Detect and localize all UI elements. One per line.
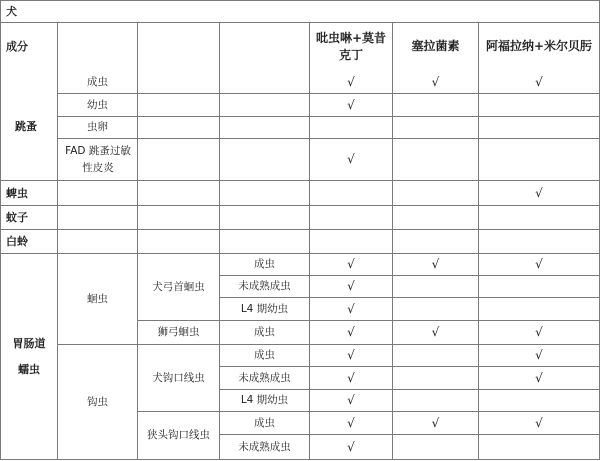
check-mark: √ — [535, 185, 543, 200]
check-mark: √ — [347, 325, 355, 339]
check-mark: √ — [347, 279, 355, 293]
check-mark: √ — [431, 74, 440, 89]
check-mark: √ — [347, 370, 355, 385]
stage-adult: 成虫 — [254, 349, 275, 361]
stage-immature: 未成熟成虫 — [238, 371, 291, 384]
species-uncinaria: 狭头钩口线虫 — [147, 429, 210, 441]
table-rule — [0, 0, 1, 460]
check-mark: √ — [535, 348, 543, 362]
stage-adult: 成虫 — [254, 258, 275, 270]
check-mark: √ — [535, 257, 543, 271]
check-mark: √ — [347, 74, 355, 89]
stage-l4: L4 期幼虫 — [240, 394, 289, 406]
group-mosquito: 蚊子 — [6, 211, 28, 224]
header-drug-2: 塞拉菌素 — [411, 39, 460, 53]
group-lice: 蜱虫 — [6, 186, 28, 200]
table-rule — [57, 116, 600, 117]
species-toxocara: 犬弓首蛔虫 — [152, 280, 205, 293]
table-rule — [0, 229, 600, 230]
table-rule — [0, 459, 600, 460]
stage-flea-adult: 成虫 — [87, 75, 108, 88]
stage-flea-larva: 幼虫 — [87, 98, 108, 111]
table-title: 犬 — [6, 5, 17, 18]
stage-flea-fad: FAD 跳蚤过敏性皮炎 — [65, 144, 131, 174]
stage-adult: 成虫 — [254, 416, 275, 429]
species-toxascaris: 狮弓蛔虫 — [157, 326, 200, 338]
check-mark: √ — [535, 415, 543, 430]
check-mark: √ — [347, 152, 355, 166]
header-ingredient: 成分 — [6, 40, 28, 53]
stage-immature: 未成熟成虫 — [238, 280, 291, 292]
group-hookworm: 钩虫 — [87, 395, 108, 408]
check-mark: √ — [535, 74, 543, 89]
group-flea: 跳蚤 — [15, 119, 37, 133]
species-ancylostoma: 犬钩口线虫 — [152, 371, 205, 384]
group-mite: 白蛉 — [6, 235, 28, 248]
header-drug-3: 阿福拉纳+米尔贝肟 — [485, 39, 593, 53]
header-drug-1: 吡虫啉+莫昔克丁 — [315, 30, 387, 62]
check-mark: √ — [535, 325, 543, 339]
check-mark: √ — [431, 257, 440, 271]
check-mark: √ — [535, 370, 543, 385]
stage-immature: 未成熟成虫 — [238, 440, 291, 453]
group-gi-worms: 胃肠道蠕虫 — [12, 336, 46, 376]
check-mark: √ — [347, 415, 355, 430]
stage-flea-egg: 虫卵 — [87, 121, 108, 133]
check-mark: √ — [347, 257, 355, 271]
check-mark: √ — [347, 348, 355, 362]
table-rule — [0, 205, 600, 206]
stage-adult: 成虫 — [254, 326, 275, 338]
check-mark: √ — [431, 415, 440, 430]
check-mark: √ — [431, 325, 440, 339]
check-mark: √ — [347, 439, 355, 454]
check-mark: √ — [347, 393, 355, 407]
stage-l4: L4 期幼虫 — [240, 302, 289, 315]
check-mark: √ — [347, 301, 355, 316]
group-roundworm: 蛔虫 — [87, 292, 108, 305]
check-mark: √ — [347, 97, 355, 112]
